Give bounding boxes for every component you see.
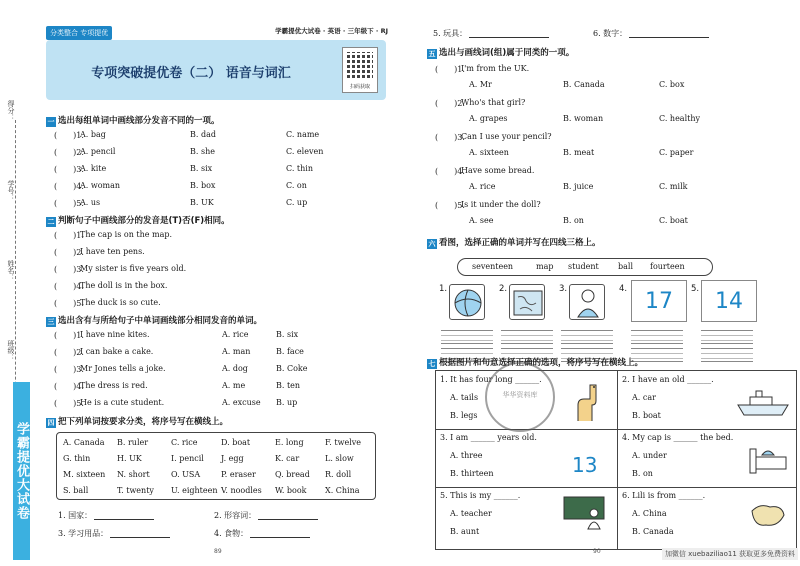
answer-blank[interactable]: ( )4. xyxy=(54,182,84,191)
word-item: I. pencil xyxy=(171,454,204,463)
s2-row-2 xyxy=(54,247,384,259)
map-china-icon xyxy=(748,501,788,531)
fill-line[interactable] xyxy=(469,37,549,38)
word-item: U. eighteen xyxy=(171,486,218,495)
answer-blank[interactable]: ( )3. xyxy=(54,165,84,174)
question-text: 6. Lili is from ______. xyxy=(622,491,706,500)
sentence: Have some bread. xyxy=(461,166,535,175)
s3-row-2 xyxy=(54,347,384,359)
option-b: B. on xyxy=(563,216,584,225)
word-choice: seventeen xyxy=(472,262,514,271)
answer-blank[interactable]: ( )2. xyxy=(435,99,465,108)
fill-label: 6. 数字： xyxy=(593,29,628,38)
s1-row-4 xyxy=(54,181,384,193)
grid-divider-h xyxy=(436,429,796,430)
page-number-left: 89 xyxy=(214,548,222,555)
writing-lines[interactable] xyxy=(701,330,753,344)
answer-blank[interactable]: ( )4. xyxy=(54,282,84,291)
s5-row-2 xyxy=(435,98,765,110)
writing-lines[interactable] xyxy=(561,330,613,344)
ball-icon xyxy=(450,285,485,320)
section-5-number: 五 xyxy=(428,50,436,58)
giraffe-icon xyxy=(568,381,604,425)
s2-row-3 xyxy=(54,264,384,276)
s1-row-3 xyxy=(54,164,384,176)
option-b: B. Coke xyxy=(276,364,308,373)
sentence: Is it under the doll? xyxy=(461,200,541,209)
section-4-title: 把下列单词按要求分类，将序号写在横线上。 xyxy=(58,417,229,427)
s5-row-3 xyxy=(435,132,765,144)
watermark: 加微信 xuebaziliao11 获取更多免费资料 xyxy=(662,548,798,560)
s2-row-5 xyxy=(54,298,384,310)
option-a: A. sixteen xyxy=(469,148,509,157)
option-a: A. kite xyxy=(80,164,107,173)
section-1-number: 一 xyxy=(47,118,55,126)
sentence: The duck is so cute. xyxy=(80,298,161,307)
answer-blank[interactable]: ( )1. xyxy=(54,231,84,240)
section-4-heading xyxy=(46,415,228,428)
fill-label: 4. 食物： xyxy=(214,529,249,538)
answer-blank[interactable]: ( )1. xyxy=(54,331,84,340)
word-item: N. short xyxy=(117,470,150,479)
option-b: B. juice xyxy=(563,182,594,191)
option-a: A. tails xyxy=(450,393,479,402)
word-item: S. ball xyxy=(63,486,89,495)
s5-opts-4 xyxy=(435,182,765,194)
picture-number: 4. xyxy=(619,284,628,294)
fill-line[interactable] xyxy=(94,519,154,520)
s5-row-1 xyxy=(435,64,765,76)
s1-row-2 xyxy=(54,147,384,159)
word-item: W. book xyxy=(275,486,307,495)
sentence: The dress is red. xyxy=(80,381,148,390)
sentence: My sister is five years old. xyxy=(80,264,187,273)
option-b: B. aunt xyxy=(450,527,480,536)
word-item: F. twelve xyxy=(325,438,361,447)
option-b: B. meat xyxy=(563,148,595,157)
option-b: B. dad xyxy=(190,130,216,139)
option-b: B. legs xyxy=(450,411,478,420)
s5-row-5 xyxy=(435,200,765,212)
fill-toy xyxy=(433,28,549,39)
word-item: J. egg xyxy=(221,454,244,463)
section-2-heading xyxy=(46,214,230,227)
option-b: B. Canada xyxy=(632,527,674,536)
s2-row-4 xyxy=(54,281,384,293)
word-item: M. sixteen xyxy=(63,470,106,479)
option-b: B. face xyxy=(276,347,304,356)
fill-label: 5. 玩具： xyxy=(433,29,468,38)
answer-blank[interactable]: ( )5. xyxy=(54,299,84,308)
answer-blank[interactable]: ( )2. xyxy=(54,148,84,157)
word-item: V. noodles xyxy=(221,486,262,495)
qr-pattern-overlay xyxy=(347,52,373,78)
name-label: 姓名： xyxy=(7,260,15,281)
option-c: C. eleven xyxy=(286,147,324,156)
page-number-right: 90 xyxy=(593,548,601,555)
writing-lines[interactable] xyxy=(441,330,493,344)
number-14-picture: 14 xyxy=(701,280,757,322)
section-5-title: 选出与画线词(组)属于同类的一项。 xyxy=(439,48,575,58)
ship-icon xyxy=(736,389,790,417)
word-item: O. USA xyxy=(171,470,201,479)
qr-caption: 扫码获取 xyxy=(349,84,370,90)
s3-row-3 xyxy=(54,364,384,376)
grid-divider-v xyxy=(617,371,618,549)
sentence: I can bake a cake. xyxy=(80,347,154,356)
option-a: A. woman xyxy=(80,181,121,190)
option-b: B. up xyxy=(276,398,298,407)
section-1-heading xyxy=(46,114,220,127)
option-a: A. us xyxy=(80,198,101,207)
question-text: 4. My cap is ______ the bed. xyxy=(622,433,734,442)
question-text: 5. This is my ______. xyxy=(440,491,521,500)
section-6-number: 六 xyxy=(428,240,436,248)
word-item: T. twenty xyxy=(117,486,154,495)
fill-adjective xyxy=(214,510,318,521)
class-label: 班级： xyxy=(7,340,15,361)
answer-blank[interactable]: ( )1. xyxy=(54,131,84,140)
option-b: B. woman xyxy=(563,114,604,123)
option-a: A. Mr xyxy=(469,80,492,89)
option-a: A. rice xyxy=(469,182,496,191)
bed-icon xyxy=(748,443,788,479)
option-c: C. on xyxy=(286,181,307,190)
option-b: B. on xyxy=(632,469,653,478)
answer-blank[interactable]: ( )2. xyxy=(54,248,84,257)
option-b: B. six xyxy=(276,330,299,339)
option-a: A. pencil xyxy=(80,147,116,156)
picture-number: 1. xyxy=(439,284,448,294)
student-id-label: 学号： xyxy=(7,180,15,201)
fill-food xyxy=(214,528,310,539)
option-c: C. paper xyxy=(659,148,694,157)
fill-line[interactable] xyxy=(629,37,709,38)
writing-lines[interactable] xyxy=(631,330,683,344)
series-header: 学霸提优大试卷 · 英语 · 三年级下 · RJ xyxy=(275,27,388,35)
fill-number xyxy=(593,28,709,39)
fill-label: 3. 学习用品： xyxy=(58,529,109,538)
word-choice: map xyxy=(536,262,554,271)
answer-blank[interactable]: ( )5. xyxy=(435,201,465,210)
word-item: H. UK xyxy=(117,454,142,463)
stamp-text: 华华资料库 xyxy=(502,391,538,399)
answer-blank[interactable]: ( )4. xyxy=(54,382,84,391)
word-strip xyxy=(457,258,713,276)
fill-line[interactable] xyxy=(250,537,310,538)
word-choice: fourteen xyxy=(650,262,685,271)
option-a: A. China xyxy=(632,509,667,518)
right-page xyxy=(405,22,800,562)
option-b: B. UK xyxy=(190,198,214,207)
answer-blank[interactable]: ( )2. xyxy=(54,348,84,357)
sentence: Can I use your pencil? xyxy=(461,132,552,141)
word-item: C. rice xyxy=(171,438,198,447)
option-a: A. grapes xyxy=(469,114,508,123)
word-item: G. thin xyxy=(63,454,91,463)
fill-line[interactable] xyxy=(110,537,170,538)
number-13: 13 xyxy=(572,453,598,477)
option-a: A. three xyxy=(450,451,483,460)
word-item: B. ruler xyxy=(117,438,149,447)
word-item: D. boat xyxy=(221,438,251,447)
option-c: C. up xyxy=(286,198,308,207)
score-label: 得分： xyxy=(7,100,15,121)
grid-divider-h xyxy=(436,487,796,488)
s5-row-4 xyxy=(435,166,765,178)
word-item: X. China xyxy=(325,486,360,495)
section-2-title: 判断句子中画线部分的发音是(T)否(F)相同。 xyxy=(58,216,230,226)
teacher-icon xyxy=(562,495,606,531)
option-a: A. me xyxy=(222,381,246,390)
answer-blank[interactable]: ( )3. xyxy=(435,133,465,142)
question-text: 2. I have an old ______. xyxy=(622,375,714,384)
option-a: A. man xyxy=(222,347,251,356)
binding-margin xyxy=(0,0,44,566)
word-choice: student xyxy=(568,262,599,271)
option-b: B. thirteen xyxy=(450,469,494,478)
s2-row-1 xyxy=(54,230,384,242)
option-b: B. six xyxy=(190,164,213,173)
word-item: A. Canada xyxy=(63,438,105,447)
option-a: A. rice xyxy=(222,330,249,339)
option-a: A. under xyxy=(632,451,667,460)
library-stamp xyxy=(485,362,555,432)
section-5-heading xyxy=(427,46,574,59)
s5-opts-5 xyxy=(435,216,765,228)
section-6-heading xyxy=(427,236,601,249)
title-banner xyxy=(46,40,386,100)
option-a: A. bag xyxy=(80,130,106,139)
option-a: A. car xyxy=(632,393,656,402)
number-17-picture: 17 xyxy=(631,280,687,322)
picture-number: 5. xyxy=(691,284,700,294)
s3-row-1 xyxy=(54,330,384,342)
fill-line[interactable] xyxy=(258,519,318,520)
ball-picture xyxy=(449,284,485,320)
word-item: R. doll xyxy=(325,470,352,479)
s3-row-4 xyxy=(54,381,384,393)
sentence: Mr Jones tells a joke. xyxy=(80,364,166,373)
word-item: L. slow xyxy=(325,454,354,463)
map-picture xyxy=(509,284,545,320)
writing-lines[interactable] xyxy=(701,348,753,362)
sentence: I'm from the UK. xyxy=(461,64,530,73)
sentence: The cap is on the map. xyxy=(80,230,173,239)
word-bank xyxy=(56,432,376,500)
word-item: K. car xyxy=(275,454,300,463)
option-c: C. thin xyxy=(286,164,313,173)
option-a: A. dog xyxy=(222,364,248,373)
option-b: B. box xyxy=(190,181,216,190)
student-icon xyxy=(570,285,605,320)
fill-stationery xyxy=(58,528,170,539)
option-a: A. teacher xyxy=(450,509,492,518)
option-c: C. milk xyxy=(659,182,688,191)
option-a: A. see xyxy=(469,216,494,225)
picture-number: 3. xyxy=(559,284,568,294)
sentence: He is a cute student. xyxy=(80,398,165,407)
sentence: I have ten pens. xyxy=(80,247,145,256)
map-icon xyxy=(510,285,545,320)
word-item: P. eraser xyxy=(221,470,256,479)
brand-bar: 学霸提优大试卷 xyxy=(13,382,30,560)
option-c: C. boat xyxy=(659,216,688,225)
qr-code[interactable] xyxy=(342,47,378,93)
s5-opts-3 xyxy=(435,148,765,160)
fill-label: 1. 国家： xyxy=(58,511,93,520)
page-title: 专项突破提优卷（二） 语音与词汇 xyxy=(91,66,291,81)
s1-row-5 xyxy=(54,198,384,210)
sentence: I have nine kites. xyxy=(80,330,150,339)
section-7-title: 根据图片和句意选择正确的选项，将序号写在横线上。 xyxy=(439,358,644,368)
answer-blank[interactable]: ( )4. xyxy=(435,167,465,176)
section-4-number: 四 xyxy=(47,419,55,427)
option-a: A. excuse xyxy=(222,398,261,407)
option-c: C. healthy xyxy=(659,114,701,123)
word-choice: ball xyxy=(618,262,634,271)
s3-row-5 xyxy=(54,398,384,410)
option-b: B. Canada xyxy=(563,80,605,89)
option-c: C. box xyxy=(659,80,685,89)
option-b: B. boat xyxy=(632,411,661,420)
answer-blank[interactable]: ( )3. xyxy=(54,365,84,374)
section-1-title: 选出每组单词中画线部分发音不同的一项。 xyxy=(58,116,220,126)
option-b: B. she xyxy=(190,147,215,156)
section-2-number: 二 xyxy=(47,218,55,226)
section-6-title: 看图，选择正确的单词并写在四线三格上。 xyxy=(439,238,601,248)
writing-lines[interactable] xyxy=(501,330,553,344)
left-page xyxy=(44,22,390,562)
s1-row-1 xyxy=(54,130,384,142)
answer-blank[interactable]: ( )5. xyxy=(54,399,84,408)
section-3-title: 选出含有与所给句子中单词画线部分相同发音的单词。 xyxy=(58,316,263,326)
sentence: Who's that girl? xyxy=(461,98,526,107)
option-b: B. ten xyxy=(276,381,301,390)
fill-country xyxy=(58,510,154,521)
section-tag: 分类整合 专项提优 xyxy=(46,26,112,40)
answer-blank[interactable]: ( )5. xyxy=(54,199,84,208)
answer-blank[interactable]: ( )3. xyxy=(54,265,84,274)
question-text: 1. It has four long ______. xyxy=(440,375,542,384)
fill-label: 2. 形容词： xyxy=(214,511,257,520)
student-picture xyxy=(569,284,605,320)
word-item: Q. bread xyxy=(275,470,310,479)
answer-blank[interactable]: ( )1. xyxy=(435,65,465,74)
word-item: E. long xyxy=(275,438,304,447)
sentence: The doll is in the box. xyxy=(80,281,168,290)
s5-opts-1 xyxy=(435,80,765,92)
question-text: 3. I am ______ years old. xyxy=(440,433,537,442)
section-3-heading xyxy=(46,314,262,327)
picture-number: 2. xyxy=(499,284,508,294)
section-3-number: 三 xyxy=(47,318,55,326)
option-c: C. name xyxy=(286,130,320,139)
section-7-number: 七 xyxy=(428,360,436,368)
s5-opts-2 xyxy=(435,114,765,126)
